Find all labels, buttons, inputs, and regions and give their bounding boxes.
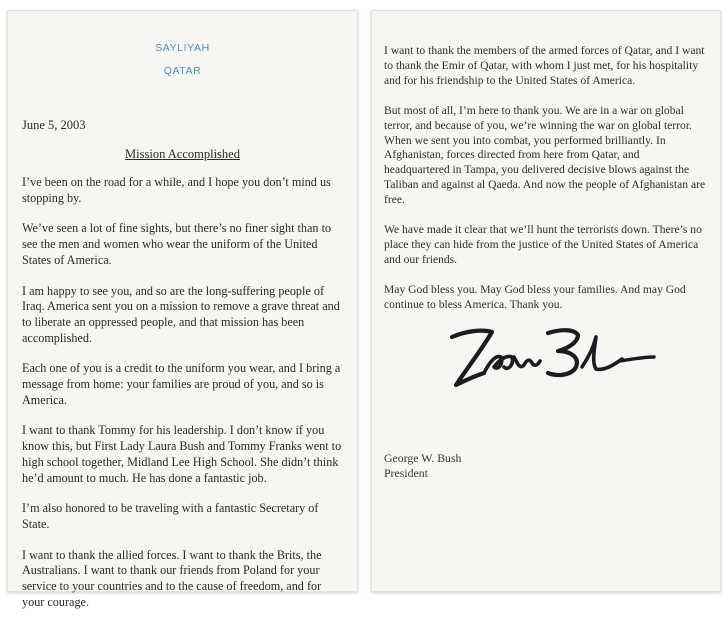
letter-body-left xyxy=(22,175,345,625)
letter-subject: Mission Accomplished xyxy=(125,147,240,161)
paragraph: I’m also honored to be traveling with a fantastic Secretary of State. xyxy=(22,501,319,531)
letter-page-right xyxy=(371,10,721,592)
paragraph: I’ve been on the road for a while, and I hope you don’t mind us stopping by. xyxy=(22,175,331,205)
letterhead-place: SAYLIYAH xyxy=(155,42,210,54)
paragraph: I want to thank Tommy for his leadership. I don’t know if you know this, but First Lady Laura Bush and Tommy Franks went to high school together, Midland Lee High School. She didn’t think he’d amount to much. He has done a fantastic job. xyxy=(22,423,342,485)
letter-date: June 5, 2003 xyxy=(22,118,86,132)
signer-name: George W. Bush xyxy=(384,451,462,465)
paragraph: We’ve seen a lot of fine sights, but there’s no finer sight than to see the men and women who wear the uniform of the United States of America. xyxy=(22,221,332,267)
letter-page-left xyxy=(7,10,358,609)
letterhead-country: QATAR xyxy=(163,65,202,77)
paragraph: May God bless you. May God bless your families. And may God continue to bless America. Thank you. xyxy=(384,282,686,311)
paragraph: I am happy to see you, and so are the long-suffering people of Iraq. America sent you on a mission to remove a grave threat and to liberate an oppressed people, and that mission has been accomplished. xyxy=(22,283,340,345)
paragraph: Each one of you is a credit to the uniform you wear, and I bring a message from home: your families are proud of you, and so is America. xyxy=(22,361,341,407)
handwritten-signature xyxy=(444,315,659,405)
signer-title: President xyxy=(384,465,428,480)
paragraph: But most of all, I’m here to thank you. We are in a war on global terror, and because of you, we’re winning the war on global terror. When we sent you into combat, you performed brilliantly. In Afghanistan, forces directed from here from Qatar, and headquartered in Tampa, you delivered decisive blows against the Taliban and against al Qaeda. And now the people of Afghanistan are free. xyxy=(384,103,706,207)
signer-block xyxy=(384,451,461,480)
paragraph: I want to thank the members of the armed forces of Qatar, and I want to thank the Emir of Qatar, with whom I just met, for his hospitality and for his friendship to the United States of America. xyxy=(384,44,705,87)
paragraph: I want to thank the allied forces. I want to thank the Brits, the Australians. I want to thank our friends from Poland for your service to your countries and to the cause of freedom, and for your courage. xyxy=(22,547,322,609)
letter-body-right xyxy=(384,44,706,328)
paragraph: We have made it clear that we’ll hunt the terrorists down. There’s no place they can hide from the justice of the United States of America and our friends. xyxy=(384,223,702,266)
